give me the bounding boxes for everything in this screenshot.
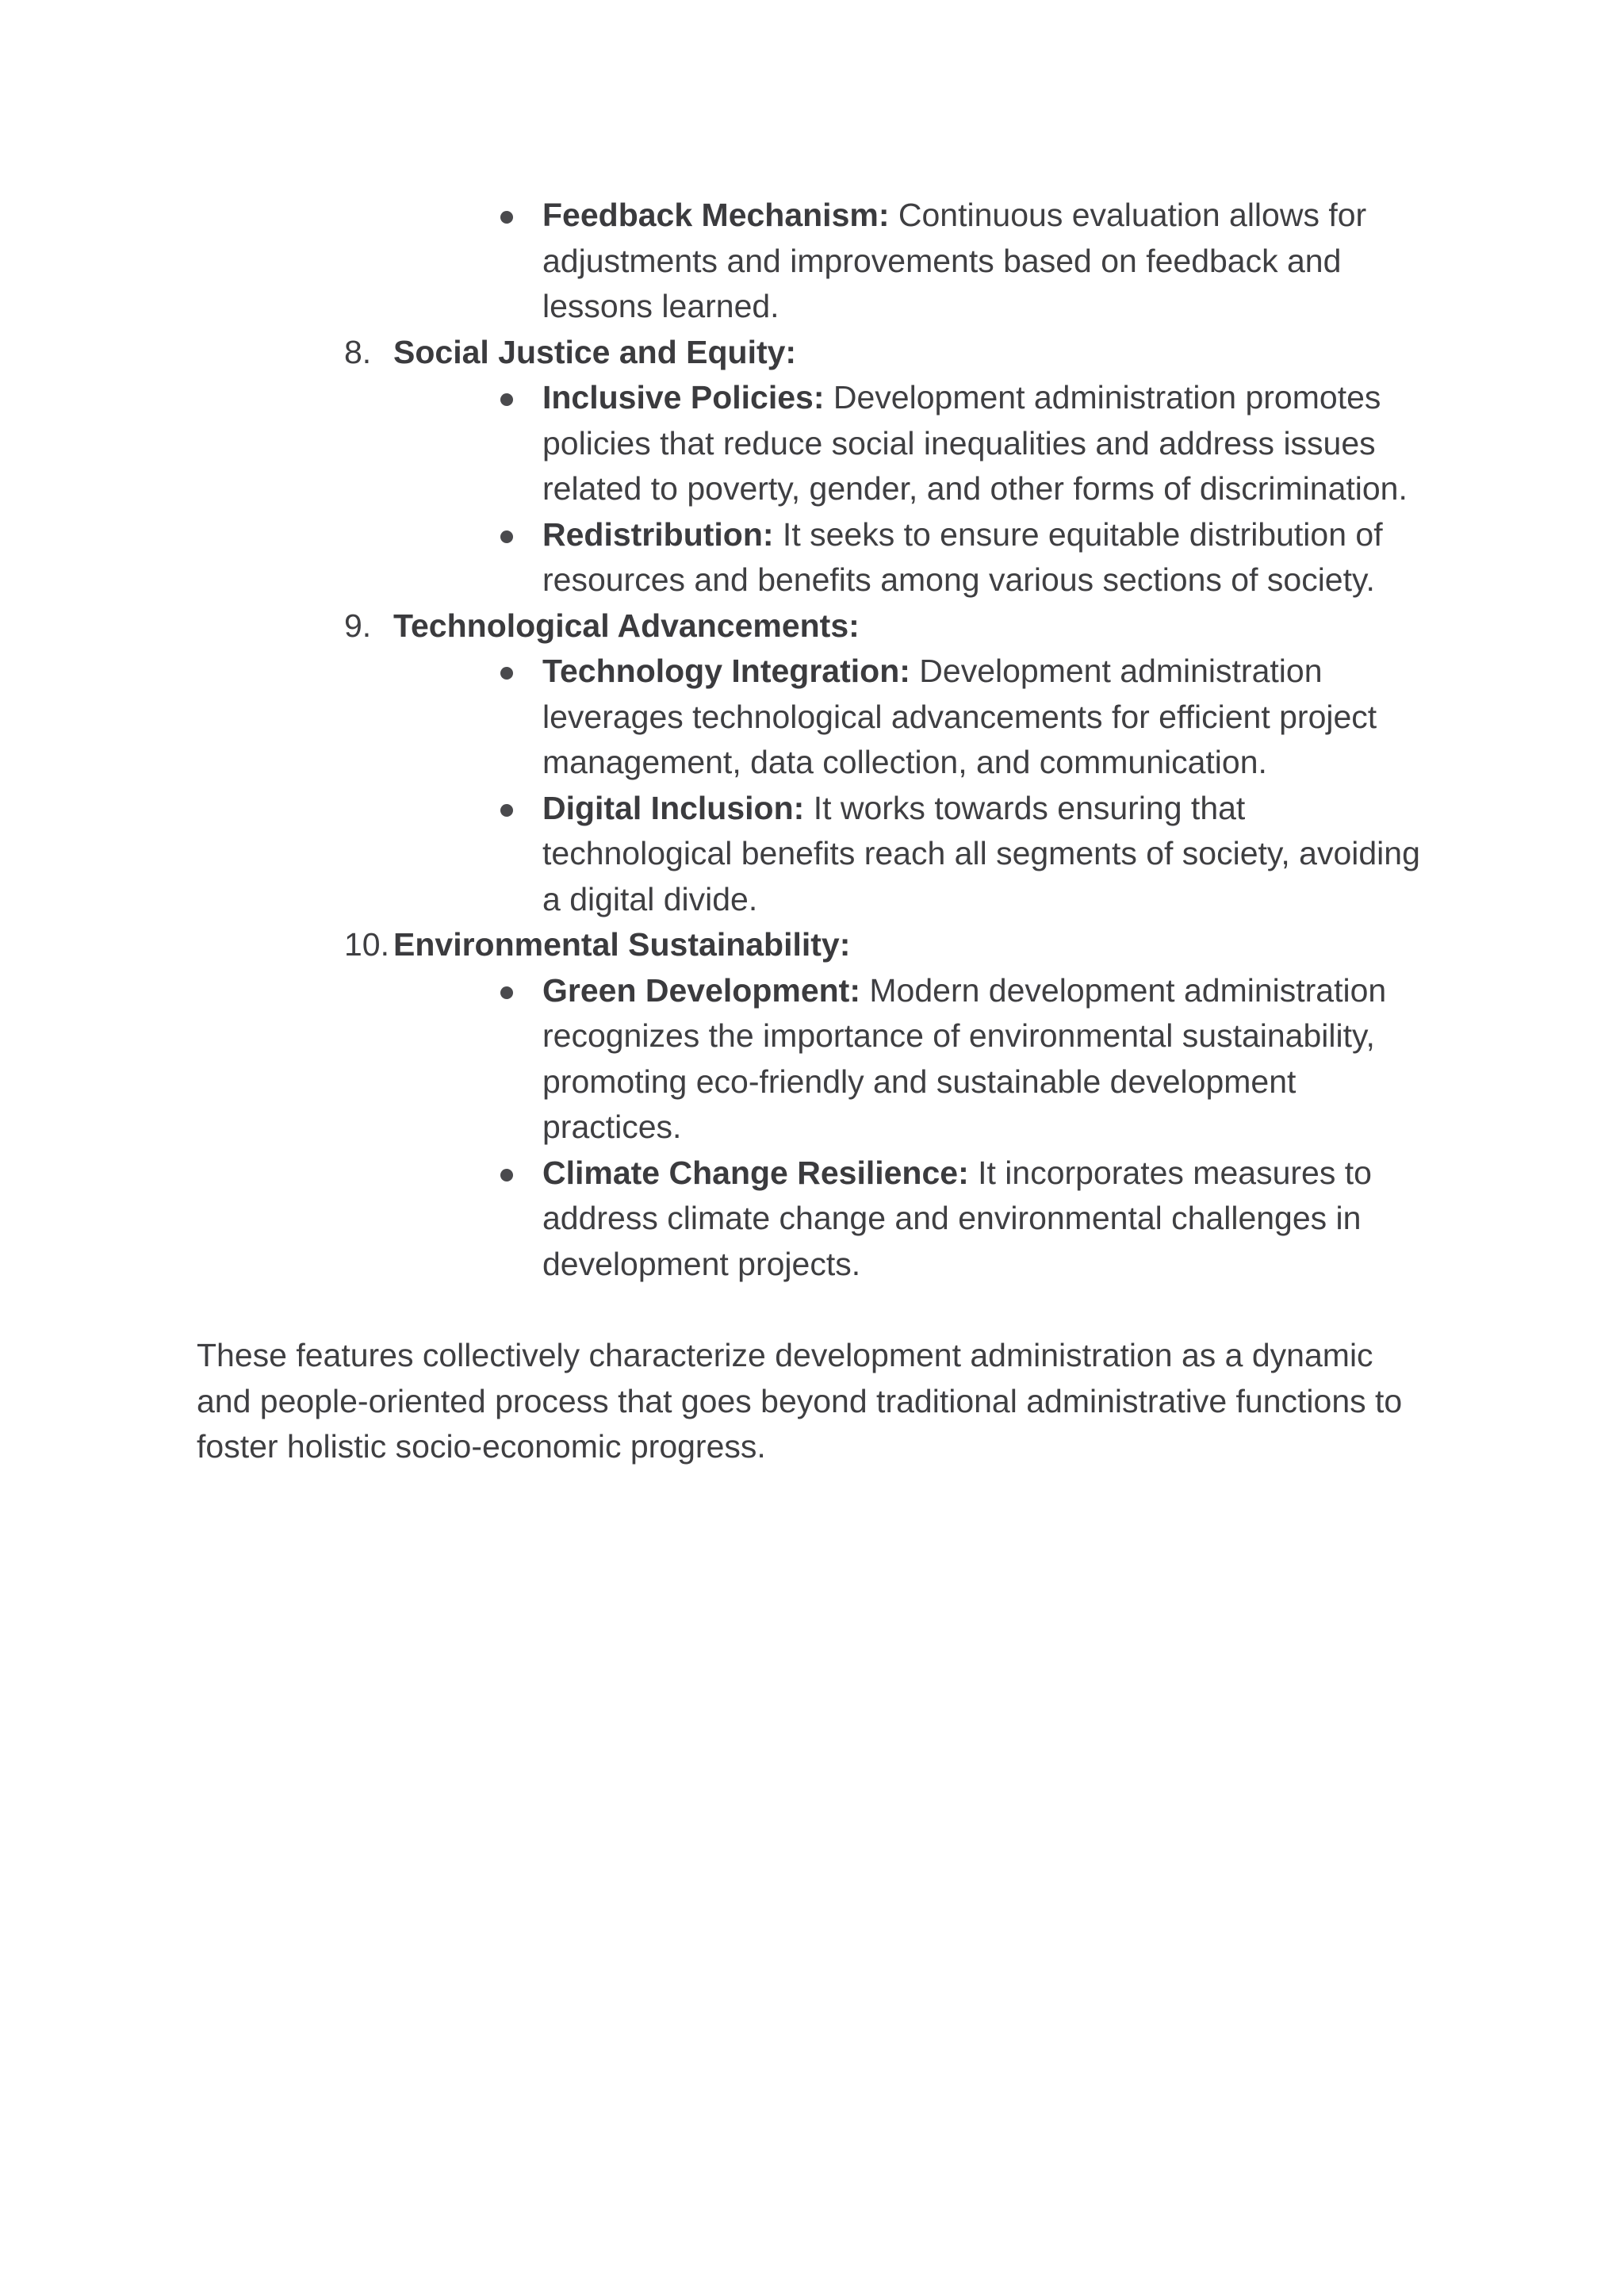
numbered-item-heading <box>197 603 1434 649</box>
bullet-list <box>197 375 1434 603</box>
bullet-text: Continuous evaluation allows for adjustments and improvements based on feedback and lessons learned. <box>542 197 1367 324</box>
document-body <box>197 193 1434 1470</box>
bullet-term: Climate Change Resilience: <box>542 1154 969 1191</box>
bullet-term: Feedback Mechanism: <box>542 197 890 233</box>
bullet-text: It works towards ensuring that technological benefits reach all segments of society, avoiding a digital divide. <box>542 789 1420 917</box>
item-heading: Environmental Sustainability: <box>393 926 851 963</box>
bullet-term: Redistribution: <box>542 515 774 553</box>
bullet-item-feedback-mechanism <box>542 193 1434 330</box>
bullet-list <box>197 968 1434 1288</box>
bullet-term: Inclusive Policies: <box>542 379 825 416</box>
numbered-item-technological-advancements <box>197 603 1434 923</box>
closing-paragraph: These features collectively characterize development administration as a dynamic and people-oriented process that goes beyond traditional administrative functions to foster holistic socio-economic progress. <box>197 1337 1403 1465</box>
numbered-item-heading <box>197 922 1434 968</box>
bullet-text: Modern development administration recognizes the importance of environmental sustainability, promoting eco-friendly and sustainable development practices. <box>542 971 1387 1145</box>
bullet-text: It incorporates measures to address climate change and environmental challenges in development projects. <box>542 1154 1372 1282</box>
item-heading: Social Justice and Equity: <box>393 333 797 370</box>
bullet-text: It seeks to ensure equitable distribution of resources and benefits among various sections of society. <box>542 515 1383 598</box>
bullet-text: Development administration promotes policies that reduce social inequalities and address issues related to poverty, gender, and other forms of discrimination. <box>542 379 1408 507</box>
bullet-item-green-development <box>542 968 1434 1151</box>
numbered-item-social-justice <box>197 330 1434 603</box>
bullet-item-inclusive-policies <box>542 375 1434 512</box>
list-number: 10. <box>344 926 389 963</box>
numbered-list <box>197 330 1434 1288</box>
bullet-text: Development administration leverages technological advancements for efficient project management, data collection, and communication. <box>542 653 1377 780</box>
item-heading: Technological Advancements: <box>393 607 860 644</box>
bullet-item-digital-inclusion <box>542 786 1434 923</box>
numbered-item-environmental-sustainability <box>197 922 1434 1287</box>
bullet-list <box>197 649 1434 922</box>
numbered-item-heading <box>197 330 1434 376</box>
bullet-term: Green Development: <box>542 971 860 1009</box>
bullet-item-technology-integration <box>542 649 1434 786</box>
list-number: 9. <box>344 607 372 644</box>
bullet-item-redistribution <box>542 512 1434 603</box>
list-number: 8. <box>344 333 372 370</box>
bullet-item-climate-change-resilience <box>542 1151 1434 1288</box>
bullet-term: Digital Inclusion: <box>542 789 805 826</box>
bullet-term: Technology Integration: <box>542 653 910 689</box>
continued-bullet-list <box>197 193 1434 330</box>
